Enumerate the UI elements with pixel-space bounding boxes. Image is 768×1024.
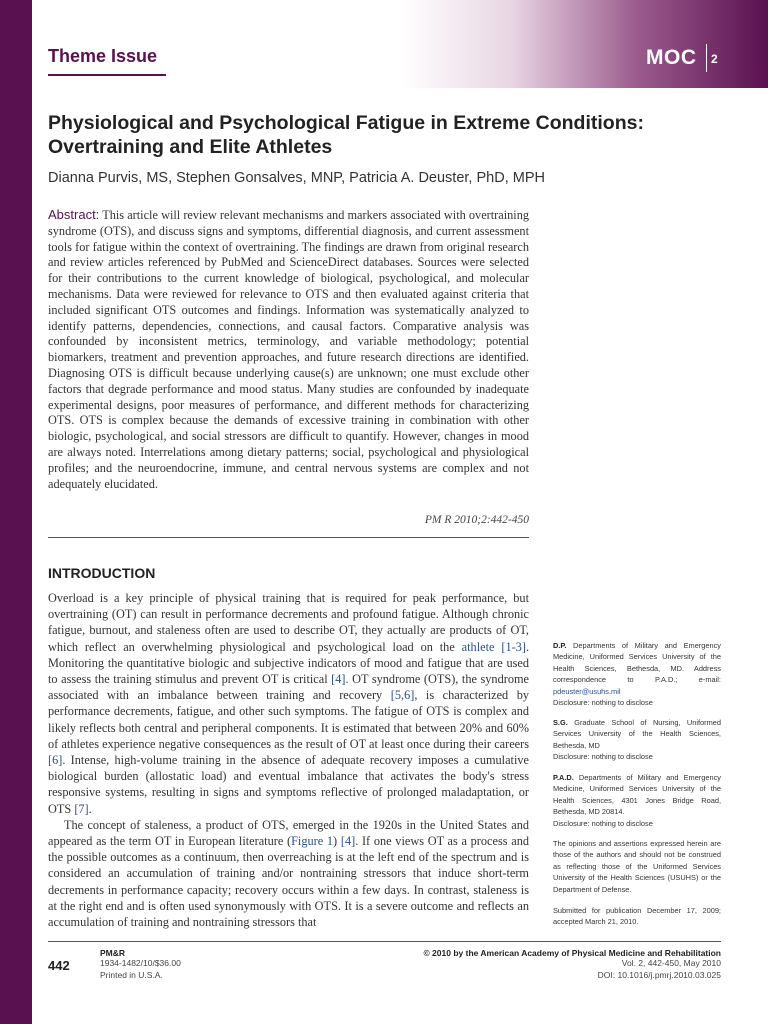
affiliation-dp (553, 640, 721, 708)
theme-issue-label: Theme Issue (48, 46, 158, 66)
intro-paragraph-2 (48, 817, 529, 930)
moc-number: 2 (711, 52, 718, 66)
affiliation-sg (553, 717, 721, 763)
text-run: The concept of staleness, a product of OTS, emerged in the 1920s in the United States and appeared as the term OT in European literature ( (48, 817, 529, 849)
affiliation-text: Departments of Military and Emergency Medicine, Uniformed Services University of the Health Sciences, 4301 Jones Bridge Road, Bethesda, MD 20814. (553, 773, 721, 817)
copyright-notice: © 2010 by the American Academy of Physical Medicine and Rehabilitation (423, 948, 721, 958)
footer-divider (48, 941, 721, 942)
text-run: . Intense, high-volume training in the absence of adequate recovery imposes a cumulative biological burden (allostatic load) and eventual imbalance that activates the body's stress responsive systems, resulting in signs and symptoms reflective of prolonged maladaptation, or OTS (48, 753, 529, 816)
abstract-label: Abstract: (48, 207, 100, 222)
page-number: 442 (48, 958, 70, 973)
text-run: . If one views OT as a process and the possible outcomes as a continuum, then overreaching is at the left end of the spectrum and is considered an accumulation of training and/or nontraining stressors that induce short-term decrements in performance capacity; recovery occurs within a few days. In contrast, staleness is at the right end and is often used synonymously with OTS. It is a severe outcome and reflects an accumulation of training and nontraining stressors that (48, 834, 529, 930)
affiliation-initials: S.G. (553, 718, 568, 727)
abstract-text: This article will review relevant mechanisms and markers associated with overtraining syndrome (OTS), and discuss signs and symptoms, differential diagnosis, and current assessment tools for fatigue within the context of overtraining. The findings are drawn from original research and review articles referenced by PubMed and ScienceDirect databases. Sources were selected for their contributions to the current knowledge of biological, psychological, and molecular mechanisms. Data were reviewed for relevance to OTS and then evaluated against criteria that included significant OTS outcomes and findings. Information was systematically analyzed to identify patterns, dependencies, connections, and causal factors. Comparative analysis was confounded by inconsistent metrics, terminology, and variable methodology; potential biomarkers, treatment and prevention approaches, and future research directions are identified. Diagnosing OTS is difficult because underlying cause(s) are unknown; one must exclude other factors that degrade performance and mood status. Many studies are confounded by inadequate experimental designs, poor measures of performance, and different methods for characterizing OTS. OTS is complex because the demands of excessive training in combination with other biologic, psychological, and social stressors are difficult to quantify. However, changes in mood are always noted. Interrelations among dietary patterns; social, psychological and physiological profiles; and the neuroendocrine, immune, and central nervous systems are complex and not adequately elucidated. (48, 208, 529, 491)
moc-logo: MOC (646, 46, 697, 69)
theme-issue-underline (48, 74, 166, 76)
reference-link[interactable]: [6] (48, 753, 63, 768)
disclosure-text: Disclosure: nothing to disclose (553, 818, 653, 828)
reference-link[interactable]: [4] (331, 672, 346, 687)
left-accent-bar (0, 0, 32, 1024)
athlete-link[interactable]: athlete (461, 639, 495, 654)
header-gradient-band (400, 0, 768, 88)
reference-link[interactable]: [4] (340, 834, 356, 849)
introduction-heading: INTRODUCTION (48, 565, 156, 581)
text-run: Overload is a key principle of physical training that is required for peak performance, but overtraining (OT) can result in performance decrements and profound fatigue. Although chronic fatigue, burnout, and staleness often are used to describe OT, they actually are products of OT, which reflect an overwhelming physiological and psychological load on the (48, 591, 529, 654)
volume-info: Vol. 2, 442-450, May 2010 (621, 958, 721, 968)
affiliation-pad (553, 772, 721, 829)
text-run: ) (333, 834, 341, 849)
article-authors: Dianna Purvis, MS, Stephen Gonsalves, MNP, Patricia A. Deuster, PhD, MPH (48, 170, 545, 186)
text-run: . Monitoring the quantitative biologic and subjective indicators of mood and fatigue that are used to assess the training stimulus and prevent OT is critical (48, 639, 530, 687)
affiliation-initials: D.P. (553, 641, 567, 650)
introduction-body (48, 590, 529, 930)
abstract-divider (48, 537, 529, 538)
intro-paragraph-1 (48, 590, 529, 817)
abstract (48, 207, 529, 492)
disclosure-text: Disclosure: nothing to disclose (553, 752, 653, 762)
affiliation-initials: P.A.D. (553, 773, 574, 782)
moc-divider (706, 44, 707, 72)
journal-issn: 1934-1482/10/$36.00 (100, 958, 181, 968)
printed-in: Printed in U.S.A. (100, 970, 163, 980)
text-run: . OT syndrome (OTS), the syndrome associated with an imbalance between training and recovery (48, 672, 529, 703)
article-title: Physiological and Psychological Fatigue in Extreme Conditions: Overtraining and Elite Athletes (48, 112, 644, 158)
journal-name: PM&R (100, 948, 126, 958)
submission-dates: Submitted for publication December 17, 2009; accepted March 21, 2010. (553, 906, 721, 927)
text-run: . (88, 801, 92, 816)
email-link[interactable]: pdeuster@usuhs.mil (553, 686, 621, 696)
article-citation: PM R 2010;2:442-450 (424, 514, 529, 526)
doi: DOI: 10.1016/j.pmrj.2010.03.025 (597, 970, 721, 980)
opinions-disclaimer: The opinions and assertions expressed herein are those of the authors and should not be construed as reflecting those of the Uniformed Services University of the Health Sciences (USUHS) or the Department of Defense. (553, 839, 721, 894)
reference-link[interactable]: [5,6] (390, 688, 415, 703)
figure-link[interactable]: Figure 1 (291, 834, 334, 849)
reference-link[interactable]: [1-3] (501, 639, 526, 654)
affiliation-text: Departments of Military and Emergency Medicine, Uniformed Services University of the Health Sciences, Bethesda, MD. Address correspondence to P.A.D.; e-mail: (553, 641, 721, 685)
reference-link[interactable]: [7] (74, 801, 89, 816)
affiliation-text: Graduate School of Nursing, Uniformed Services University of the Health Sciences, Bethesda, MD (553, 718, 721, 750)
text-run: , is characterized by performance decrements, fatigue, and other such symptoms. The fatigue of OTS is complex and likely reflects both central and peripheral components. It is estimated that between 20% and 60% of athletes experience negative consequences as the result of OT at least once during their careers (48, 688, 529, 751)
disclosure-text: Disclosure: nothing to disclose (553, 698, 653, 708)
